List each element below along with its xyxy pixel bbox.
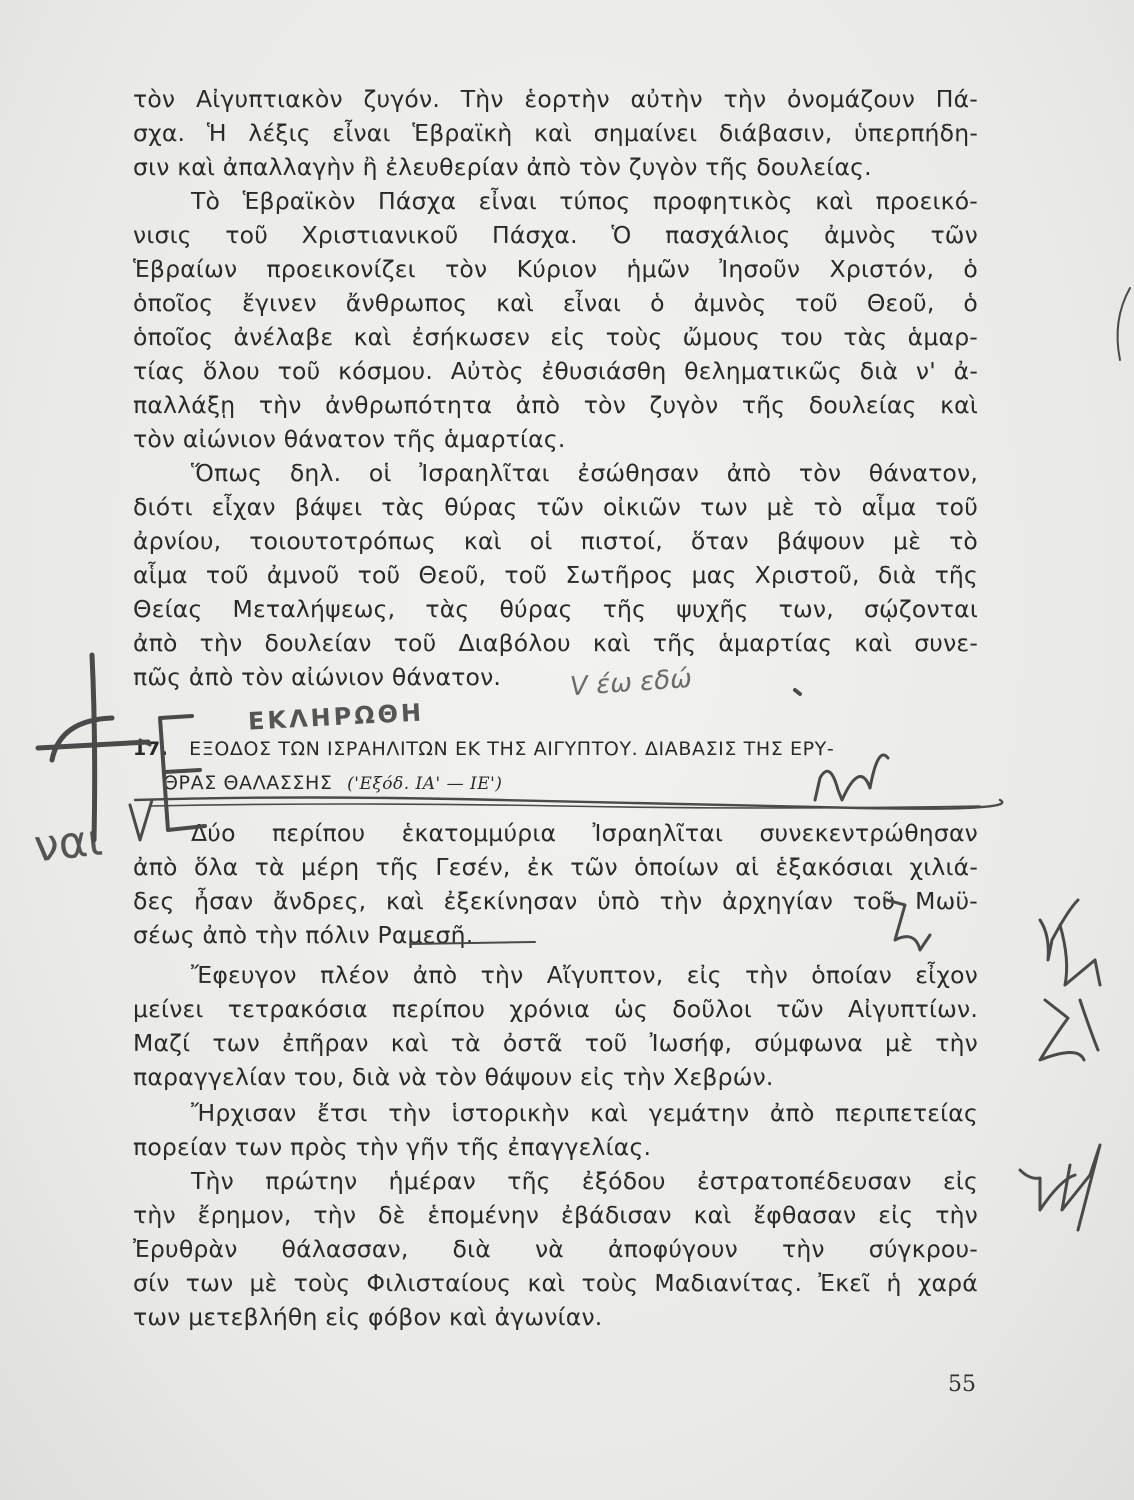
page-number: 55 <box>948 1372 976 1397</box>
text-line: Θείας Μεταλήψεως, τὰς θύρας τῆς ψυχῆς των, σῴζονται <box>133 595 978 623</box>
text-line: σέως ἀπὸ τὴν πόλιν Ραμεσῆ. <box>133 921 474 949</box>
text-line: των μετεβλήθη εἰς φόβον καὶ ἀγωνίαν. <box>133 1303 603 1331</box>
text-line: παραγγελίαν του, διὰ νὰ τὸν θάψουν εἰς τὴν Χεβρών. <box>133 1063 774 1091</box>
text-line: νισις τοῦ Χριστιανικοῦ Πάσχα. Ὁ πασχάλιος ἀμνὸς τῶν <box>133 221 978 249</box>
text-line: σιν καὶ ἀπαλλαγὴν ἢ ἐλευθερίαν ἀπὸ τὸν ζυγὸν τῆς δουλείας. <box>133 153 872 181</box>
text-line: Ἤρχισαν ἔτσι τὴν ἱστορικὴν καὶ γεμάτην ἀπὸ περιπετείας <box>191 1099 978 1127</box>
text-line: Τὸ Ἑβραϊκὸν Πάσχα εἶναι τύπος προφητικὸς καὶ προεικό- <box>191 187 978 215</box>
text-line: ὁποῖος ἀνέλαβε καὶ ἐσήκωσεν εἰς τοὺς ὤμους του τὰς ἁμαρ- <box>133 323 978 351</box>
text-line: Δύο περίπου ἑκατομμύρια Ἰσραηλῖται συνεκεντρώθησαν <box>191 819 978 847</box>
section-number: 17. <box>133 738 169 760</box>
handwritten-margin-word: ναι <box>31 814 105 873</box>
text-line: πῶς ἀπὸ τὸν αἰώνιον θάνατον. <box>133 663 502 691</box>
section-title-part-1: ΕΞΟΔΟΣ ΤΩΝ ΙΣΡΑΗΛΙΤΩΝ ΕΚ ΤΗΣ ΑΙΓΥΠΤΟΥ. ΔΙΑΒΑΣΙΣ ΤΗΣ ΕΡΥ- <box>189 738 835 760</box>
text-line: Ἑβραίων προεικονίζει τὸν Κύριον ἡμῶν Ἰησοῦν Χριστόν, ὁ <box>133 255 978 283</box>
text-line: παλλάξῃ τὴν ἀνθρωπότητα ἀπὸ τὸν ζυγὸν τῆς δουλείας καὶ <box>133 391 978 419</box>
text-line: ἀρνίου, τοιουτοτρόπως καὶ οἱ πιστοί, ὅταν βάψουν μὲ τὸ <box>133 527 978 555</box>
handwritten-header-note: ΕΚΛΗΡΩΘΗ <box>247 698 425 736</box>
text-line: σχα. Ἡ λέξις εἶναι Ἑβραϊκὴ καὶ σημαίνει διάβασιν, ὑπερπήδη- <box>133 119 978 147</box>
text-line: τὸν αἰώνιον θάνατον τῆς ἁμαρτίας. <box>133 425 566 453</box>
text-line: ὁποῖος ἔγινεν ἄνθρωπος καὶ εἶναι ὁ ἀμνὸς τοῦ Θεοῦ, ὁ <box>133 289 978 317</box>
text-line: Ἔφευγον πλέον ἀπὸ τὴν Αἴγυπτον, εἰς τὴν ὁποίαν εἶχον <box>191 961 978 989</box>
text-line: δες ἦσαν ἄνδρες, καὶ ἐξεκίνησαν ὑπὸ τὴν ἀρχηγίαν τοῦ Μωϋ- <box>133 887 978 915</box>
text-line: διότι εἶχαν βάψει τὰς θύρας τῶν οἰκιῶν των μὲ τὸ αἷμα τοῦ <box>133 493 978 521</box>
text-line: τὸν Αἰγυπτιακὸν ζυγόν. Τὴν ἑορτὴν αὐτὴν τὴν ὀνομάζουν Πά- <box>133 85 978 113</box>
text-line: μείνει τετρακόσια περίπου χρόνια ὡς δοῦλοι τῶν Αἰγυπτίων. <box>133 995 978 1023</box>
text-line: Ἐρυθρὰν θάλασσαν, διὰ νὰ ἀποφύγουν τὴν σύγκρου- <box>133 1235 978 1263</box>
section-title-part-2: ΘΡΑΣ ΘΑΛΑΣΣΗΣ <box>163 772 333 794</box>
text-line: πορείαν των πρὸς τὴν γῆν τῆς ἐπαγγελίας. <box>133 1133 652 1161</box>
section-heading-line-2 <box>163 766 502 800</box>
text-line: Τὴν πρώτην ἡμέραν τῆς ἐξόδου ἐστρατοπέδευσαν εἰς <box>191 1167 978 1195</box>
handwritten-annotation: V έω εδώ <box>569 663 693 703</box>
scripture-reference: ('Εξόδ. ΙΑ' — ΙΕ') <box>347 774 503 794</box>
text-line: τὴν ἔρημον, τὴν δὲ ἑπομένην ἐβάδισαν καὶ ἔφθασαν εἰς τὴν <box>133 1201 978 1229</box>
section-heading-line-1 <box>133 732 978 766</box>
text-line: αἷμα τοῦ ἀμνοῦ τοῦ Θεοῦ, τοῦ Σωτῆρος μας Χριστοῦ, διὰ τῆς <box>133 561 978 589</box>
text-line: Μαζί των ἐπῆραν καὶ τὰ ὀστᾶ τοῦ Ἰωσήφ, σύμφωνα μὲ τὴν <box>133 1029 978 1057</box>
text-line: ἀπὸ τὴν δουλείαν τοῦ Διαβόλου καὶ τῆς ἁμαρτίας καὶ συνε- <box>133 629 978 657</box>
text-line: σίν των μὲ τοὺς Φιλισταίους καὶ τοὺς Μαδιανίτας. Ἐκεῖ ἡ χαρά <box>133 1269 978 1297</box>
text-line: ἀπὸ ὅλα τὰ μέρη τῆς Γεσέν, ἐκ τῶν ὁποίων αἱ ἑξακόσιαι χιλιά- <box>133 853 978 881</box>
text-line: τίας ὅλου τοῦ κόσμου. Αὐτὸς ἐθυσιάσθη θεληματικῶς διὰ ν' ἀ- <box>133 357 978 385</box>
text-line: Ὅπως δηλ. οἱ Ἰσραηλῖται ἐσώθησαν ἀπὸ τὸν θάνατον, <box>191 459 978 487</box>
